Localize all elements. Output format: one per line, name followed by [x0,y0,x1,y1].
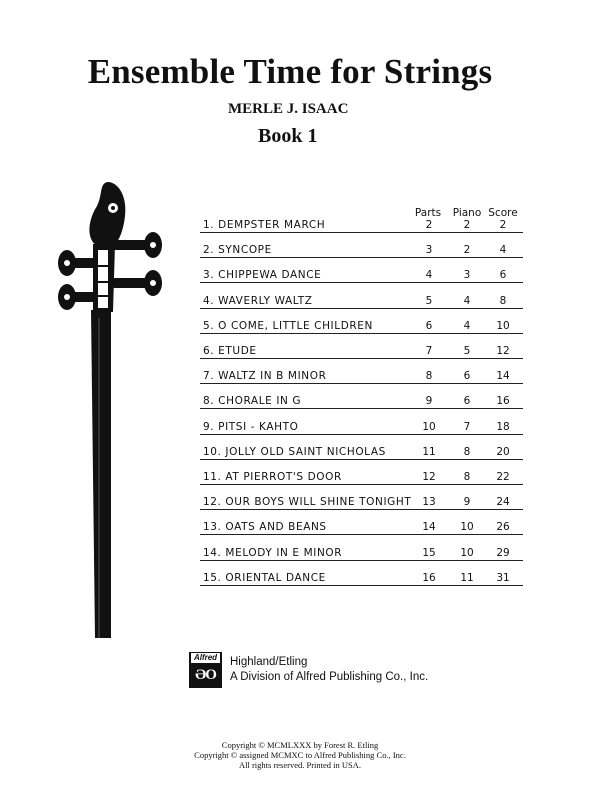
page-piano: 7 [463,420,471,433]
page-parts: 12 [422,471,436,483]
page-parts: 9 [425,395,433,408]
author-name: MERLE J. ISAAC [228,101,349,117]
page-parts: 15 [422,546,436,559]
page-piano: 8 [463,471,471,483]
table-row [200,369,523,384]
table-row [200,445,523,460]
page-piano: 2 [463,244,471,257]
table-row [200,470,523,485]
page-piano: 5 [463,345,471,357]
table-row [200,344,523,359]
page-piano: 6 [463,395,471,408]
page-score: 6 [499,269,507,282]
piece-title: 4. WAVERLY WALTZ [203,294,313,307]
table-row [200,520,523,535]
table-row [200,319,523,334]
alfred-logo-icon [189,652,222,688]
page-score: 12 [496,345,510,357]
page-score: 29 [496,546,510,559]
page-score: 16 [496,395,510,408]
page-piano: 8 [463,445,471,458]
page-parts: 5 [425,294,433,307]
page-parts: 13 [422,496,436,509]
table-row [200,243,523,258]
page-score: 10 [496,319,510,332]
piece-title: 11. AT PIERROT'S DOOR [203,471,342,483]
page-piano: 6 [463,370,471,383]
table-row [200,495,523,510]
header-piano: Piano [452,207,482,219]
page-score: 26 [496,521,510,534]
page-piano: 4 [463,319,471,332]
copyright-line: Copyright © MCMLXXX by Forest R. Etling [221,740,379,750]
publisher-name: Highland/Etling [230,656,308,668]
page-parts: 3 [425,244,433,257]
piece-title: 9. PITSI - KAHTO [203,420,299,433]
table-row [200,571,523,586]
piece-title: 3. CHIPPEWA DANCE [203,269,322,282]
page-parts: 2 [425,219,433,231]
logo-label: Alfred [191,653,220,663]
page-parts: 11 [422,445,436,458]
table-row [200,268,523,283]
page-score: 4 [499,244,507,257]
page-piano: 10 [460,521,474,534]
page-piano: 10 [460,546,474,559]
header-parts: Parts [414,207,442,219]
copyright-line: All rights reserved. Printed in USA. [238,760,362,770]
logo-mark: ƏO [195,667,216,683]
piece-title: 10. JOLLY OLD SAINT NICHOLAS [203,445,386,458]
page-score: 20 [496,445,510,458]
book-number: Book 1 [258,125,318,147]
piece-title: 5. O COME, LITTLE CHILDREN [203,319,373,332]
page-piano: 9 [463,496,471,509]
table-row [200,294,523,309]
page-score: 18 [496,420,510,433]
table-row [200,394,523,409]
page-title: Ensemble Time for Strings [87,52,493,91]
piece-title: 7. WALTZ IN B MINOR [203,370,327,383]
page-parts: 6 [425,319,433,332]
page-score: 31 [496,571,510,584]
table-row [200,218,523,233]
page-parts: 4 [425,269,433,282]
page-parts: 16 [422,571,436,584]
publisher-division: A Division of Alfred Publishing Co., Inc. [230,671,429,683]
violin-scroll-icon [55,178,167,638]
header-score: Score [488,207,518,219]
page-score: 24 [496,496,510,509]
page-piano: 3 [463,269,471,282]
page-parts: 10 [422,420,436,433]
piece-title: 8. CHORALE IN G [203,395,302,408]
page-score: 8 [499,294,507,307]
page-score: 2 [499,219,507,231]
page-piano: 2 [463,219,471,231]
piece-title: 6. ETUDE [203,345,257,357]
piece-title: 2. SYNCOPE [203,244,272,257]
page-score: 14 [496,370,510,383]
table-row [200,420,523,435]
piece-title: 13. OATS AND BEANS [203,521,327,534]
page-score: 22 [496,471,510,483]
page-parts: 7 [425,345,433,357]
copyright-line: Copyright © assigned MCMXC to Alfred Publishing Co., Inc. [194,750,406,760]
table-row [200,546,523,561]
page-parts: 14 [422,521,436,534]
page-piano: 11 [460,571,474,584]
page-parts: 8 [425,370,433,383]
piece-title: 12. OUR BOYS WILL SHINE TONIGHT [203,496,412,509]
piece-title: 14. MELODY IN E MINOR [203,546,343,559]
page-piano: 4 [463,294,471,307]
piece-title: 1. DEMPSTER MARCH [203,219,326,231]
piece-title: 15. ORIENTAL DANCE [203,571,326,584]
